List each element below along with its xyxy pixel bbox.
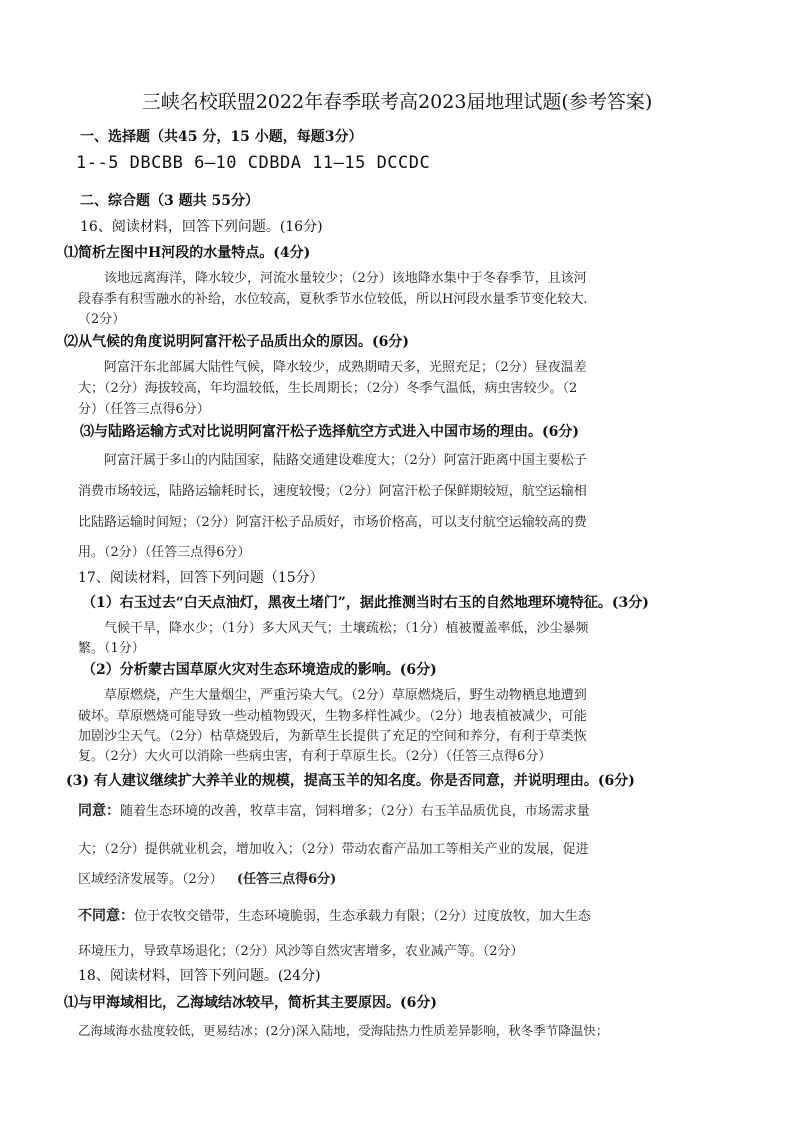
- agree-scoring-note: (任答三点得6分): [236, 872, 337, 887]
- q17-3-question: (3) 有人建议继续扩大养羊业的规模，提高玉羊的知名度。你是否同意，并说明理由。(6分): [66, 773, 635, 789]
- disagree-text: 位于农牧交错带，生态环境脆弱，生态承载力有限；（2分）过度放牧，加大生态: [134, 909, 591, 924]
- q17-2-answer-line: 复。（2分）大火可以消除一些病虫害，有利于草原生长。（2分）（任答三点得6分）: [78, 749, 552, 764]
- q16-3-answer-line: 比陆路运输时间短；（2分）阿富汗松子品质好，市场价格高，可以支付航空运输较高的费: [78, 515, 587, 530]
- q17-2-question: （2）分析蒙古国草原火灾对生态环境造成的影响。(6分): [82, 662, 437, 678]
- q16-3-question: ⑶与陆路运输方式对比说明阿富汗松子选择航空方式进入中国市场的理由。(6分): [80, 424, 579, 440]
- q16-1-question: ⑴简析左图中H河段的水量特点。(4分): [64, 245, 311, 261]
- q16-1-answer-line: 段春季有积雪融水的补给，水位较高，夏秋季节水位较低，所以H河段水量季节变化较大.: [78, 292, 588, 307]
- q17-3-agree-line: [78, 800, 590, 820]
- q17-2-answer-line: 草原燃烧，产生大量烟尘，严重污染大气。（2分）草原燃烧后，野生动物栖息地遭到: [104, 688, 587, 703]
- agree-text: 区域经济发展等。（2分）: [78, 872, 223, 887]
- q18-1-answer-line: 乙海域海水盐度较低，更易结冰；(2分)深入陆地，受海陆热力性质差异影响，秋冬季节降温快；: [78, 1023, 609, 1038]
- agree-label: 同意：: [78, 803, 120, 819]
- disagree-label: 不同意：: [78, 908, 134, 924]
- agree-text: 随着生态环境的改善，牧草丰富，饲料增多；（2分）右玉羊品质优良，市场需求量: [120, 804, 590, 819]
- q16-2-answer-line: 大；（2分）海拔较高，年均温较低，生长周期长；（2分）冬季气温低，病虫害较少。（2: [78, 381, 578, 396]
- q17-2-answer-line: 加剧沙尘天气。（2分）枯草烧毁后，为新草生长提供了充足的空间和养分，有利于草类恢: [78, 729, 587, 744]
- section1-heading: 一、选择题（共45 分，15 小题，每题3分）: [80, 129, 363, 145]
- q17-3-disagree-line: 环境压力，导致草场退化；（2分）风沙等自然灾害增多，农业减产等。（2分）: [78, 944, 524, 959]
- q16-3-answer-line: 消费市场较远，陆路运输耗时长，速度较慢；（2分）阿富汗松子保鲜期较短，航空运输相: [78, 484, 587, 499]
- q16-intro: 16、阅读材料，回答下列问题。(16分): [80, 219, 323, 235]
- q16-3-answer-line: 阿富汗属于多山的内陆国家，陆路交通建设难度大；（2分）阿富汗距离中国主要松子: [104, 453, 587, 468]
- q17-1-answer-line: 繁。（1分）: [78, 641, 145, 656]
- q17-3-agree-line: 大；（2分）提供就业机会，增加收入；（2分）带动农畜产品加工等相关产业的发展，促进: [78, 842, 589, 857]
- q17-3-disagree-line: [78, 905, 591, 925]
- section2-heading: 二、综合题（3 题共 55分）: [80, 193, 259, 209]
- q17-intro: 17、阅读材料，回答下列问题（15分）: [78, 570, 324, 586]
- q17-2-answer-line: 破坏。草原燃烧可能导致一些动植物毁灭，生物多样性减少。（2分）地表植被减少，可能: [78, 709, 587, 724]
- q16-2-answer-line: 分）（任答三点得6分）: [78, 402, 210, 417]
- document-title: 三峡名校联盟2022年春季联考高2023届地理试题(参考答案): [141, 91, 653, 113]
- q18-intro: 18、阅读材料，回答下列问题。(24分): [78, 968, 321, 984]
- q18-1-question: ⑴与甲海域相比，乙海域结冰较早，简析其主要原因。(6分): [64, 995, 437, 1011]
- q16-2-answer-line: 阿富汗东北部属大陆性气候，降水较少，成熟期晴天多，光照充足；（2分）昼夜温差: [104, 360, 587, 375]
- q17-1-answer-line: 气候干旱，降水少；（1分）多大风天气；土壤疏松；（1分）植被覆盖率低，沙尘暴频: [104, 621, 589, 636]
- q17-1-question: （1）右玉过去“白天点油灯，黑夜土堵门”，据此推测当时右玉的自然地理环境特征。(3分): [82, 595, 649, 611]
- q16-2-question: ⑵从气候的角度说明阿富汗松子品质出众的原因。(6分): [64, 334, 409, 350]
- q17-3-agree-line: [78, 868, 336, 887]
- q16-1-answer-line: （2分）: [78, 312, 126, 327]
- choice-answer-key: 1--5 DBCBB 6—10 CDBDA 11—15 DCCDC: [76, 153, 431, 173]
- q16-3-answer-line: 用。（2分）（任答三点得6分）: [78, 545, 251, 560]
- q16-1-answer-line: 该地远离海洋，降水较少，河流水量较少；（2分）该地降水集中于冬春季节，且该河: [104, 271, 587, 286]
